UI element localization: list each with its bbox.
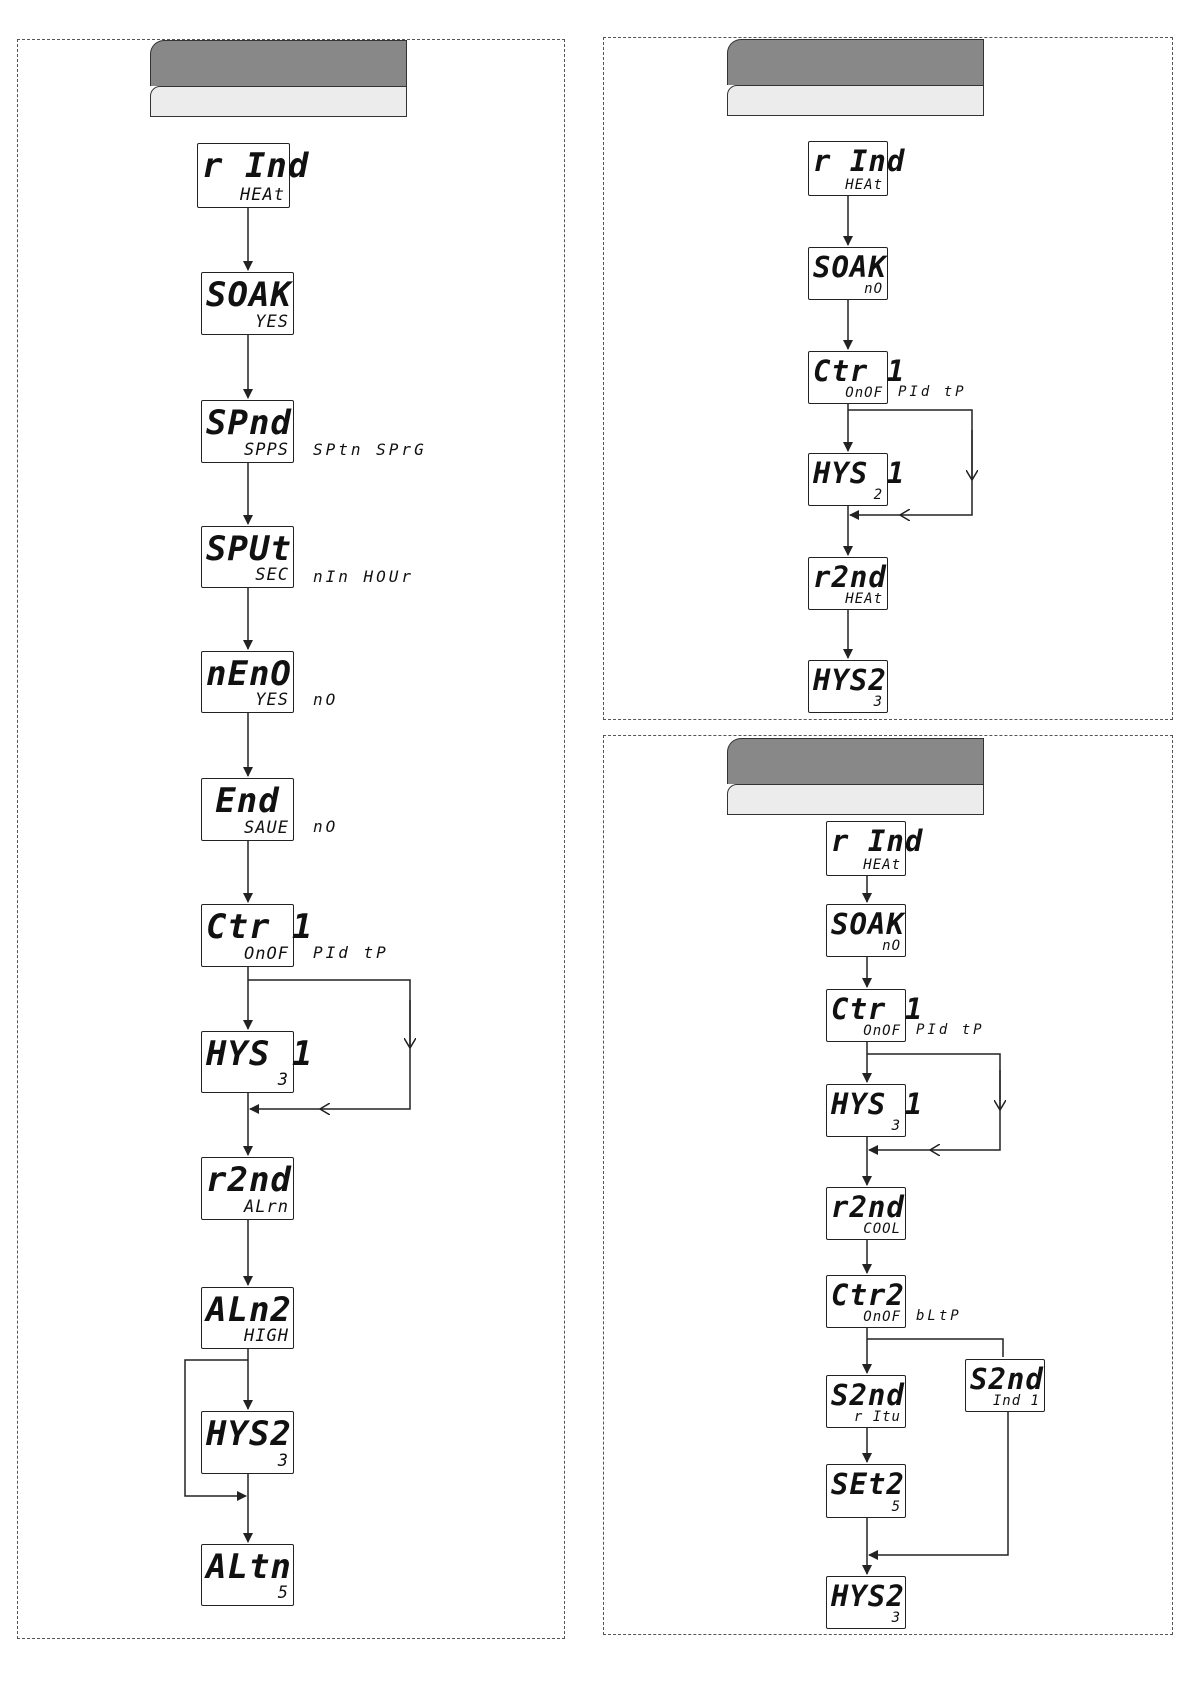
display-sub-text: OnOF [244,944,289,964]
display-main-text: HYS2 [813,663,887,697]
display-tr-hys2 [808,660,888,713]
display-r2md [201,1157,294,1220]
display-tr-ctr1 [808,351,906,404]
display-sub-text: nO [864,281,883,297]
display-main-text: HYS 1 [831,1087,924,1121]
display-main-text: End [215,781,280,821]
display-sub-text: ALrn [244,1197,289,1217]
display-main-text: SOAK [206,275,292,315]
display-sub-text: 5 [891,1499,901,1515]
display-sub-text: COOL [863,1221,901,1237]
display-sub-text: 3 [277,1451,289,1471]
options-tr-ctr1: PId tP [898,384,967,400]
display-tr-soak [808,247,888,300]
display-tr-r2md [808,557,888,610]
display-main-text: Ctr 1 [206,907,314,947]
display-soak [201,272,294,335]
display-alm2 [201,1287,294,1349]
display-sub-text: 2 [873,487,883,503]
options-end: nO [313,817,339,836]
display-main-text: SEt2 [831,1467,905,1501]
display-main-text: SPUt [206,529,292,569]
display-br-set2 [826,1464,906,1518]
display-main-text: SPnd [206,403,292,443]
display-main-text: Ctr 1 [831,992,924,1026]
options-br-ctr1: PId tP [916,1022,985,1038]
display-sub-text: r Itu [853,1409,901,1425]
display-main-text: r2nd [206,1160,292,1200]
display-main-text: HYS 1 [813,456,906,490]
display-main-text: nEnO [206,654,292,694]
display-sub-text: nO [882,938,901,954]
display-br-s2md-a [826,1375,906,1428]
display-spmd [201,400,294,463]
display-hys2 [201,1411,294,1474]
options-memo: nO [313,690,339,709]
display-br-s2md-b [965,1359,1045,1412]
display-br-rind [826,821,924,876]
display-sub-text: 3 [891,1610,901,1626]
options-sput: nIn HOUr [313,567,415,586]
display-sub-text: HEAt [845,177,883,193]
display-main-text: ALn2 [206,1290,292,1330]
display-br-ctr1 [826,989,924,1042]
display-tr-hys1 [808,453,906,506]
options-spmd: SPtn SPrG [313,440,427,459]
display-br-ctr2 [826,1275,906,1328]
display-rind [197,143,310,208]
display-main-text: SOAK [831,907,905,941]
display-main-text: HYS 1 [206,1034,314,1074]
display-sub-text: SPPS [244,440,289,460]
display-main-text: Ctr 1 [813,354,906,388]
display-sub-text: 3 [873,694,883,710]
display-sub-text: YES [255,312,289,332]
display-sub-text: OnOF [863,1023,901,1039]
display-sub-text: SEC [255,565,289,585]
display-br-hys1 [826,1084,924,1137]
display-hys1 [201,1031,314,1093]
display-sub-text: YES [255,690,289,710]
display-br-r2md [826,1187,906,1240]
options-br-ctr2: bLtP [916,1308,962,1324]
display-sub-text: HEAt [863,857,901,873]
display-main-text: r Ind [831,824,924,858]
display-main-text: SOAK [813,250,887,284]
display-br-hys2 [826,1576,906,1629]
branch-br-ctr2-right [867,1339,1003,1357]
display-main-text: S2nd [831,1378,905,1412]
display-sub-text: 3 [277,1070,289,1090]
display-sub-text: HEAt [240,185,285,205]
display-main-text: HYS2 [831,1579,905,1613]
display-end [201,778,294,841]
display-sub-text: HIGH [244,1326,289,1346]
display-sub-text: OnOF [863,1309,901,1325]
display-memo [201,651,294,713]
display-br-soak [826,904,906,957]
display-main-text: HYS2 [206,1414,292,1454]
display-main-text: r2nd [831,1190,905,1224]
display-sub-text: 3 [891,1118,901,1134]
display-altm [201,1544,294,1606]
display-ctr1 [201,904,314,967]
display-main-text: ALtn [206,1547,292,1587]
display-main-text: Ctr2 [831,1278,905,1312]
display-sub-text: 5 [277,1583,289,1603]
options-ctr1: PId tP [313,943,389,962]
display-main-text: S2nd [970,1362,1044,1396]
display-sub-text: OnOF [845,385,883,401]
display-main-text: r Ind [202,146,310,186]
display-sub-text: HEAt [845,591,883,607]
display-main-text: r2nd [813,560,887,594]
display-sub-text: Ind 1 [992,1393,1040,1409]
display-sub-text: SAUE [244,818,289,838]
display-main-text: r Ind [813,144,906,178]
display-sput [201,526,294,588]
display-tr-rind [808,141,906,196]
